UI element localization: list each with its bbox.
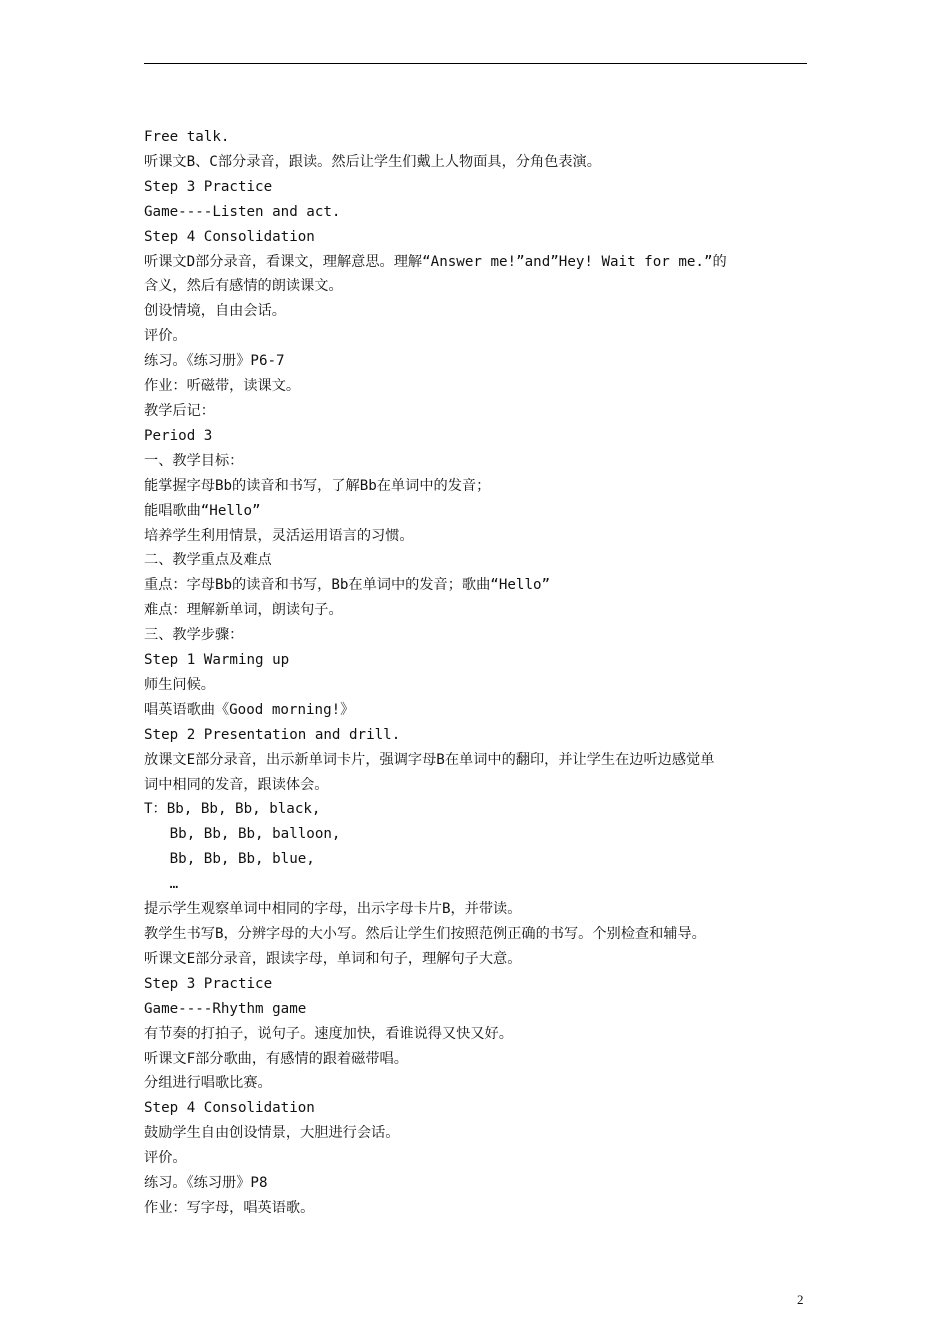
text-line: Game----Rhythm game [144,1000,307,1017]
text-line: 教学生书写B，分辨字母的大小写。然后让学生们按照范例正确的书写。个别检查和辅导。 [144,926,706,942]
text-line: Step 1 Warming up [144,652,290,669]
text-line: Period 3 [144,427,213,444]
text-line: Step 4 Consolidation [144,1100,315,1117]
text-line: Bb, Bb, Bb, blue, [144,851,315,868]
text-line: 教学后记： [144,402,215,419]
text-line: 师生问候。 [144,676,215,693]
text-line: 难点：理解新单词，朗读句子。 [144,602,343,619]
text-line: 作业：听磁带，读课文。 [144,378,301,395]
page-number: 2 [797,1292,804,1307]
text-line: Step 3 Practice [144,178,273,195]
text-line: Game----Listen and act. [144,203,341,220]
text-line: 练习。《练习册》P6-7 [144,353,285,370]
text-line: 唱英语歌曲《Good morning!》 [144,701,355,718]
text-line: Step 3 Practice [144,975,273,992]
text-line: Bb, Bb, Bb, balloon, [144,826,341,843]
text-line: Step 4 Consolidation [144,228,315,245]
text-line: 二、教学重点及难点 [144,552,272,569]
text-line: 放课文E部分录音，出示新单词卡片，强调字母B在单词中的翻印，并让学生在边听边感觉单 [144,751,715,768]
text-line: 提示学生观察单词中相同的字母，出示字母卡片B，并带读。 [144,901,522,918]
text-line: 练习。《练习册》P8 [144,1175,268,1192]
text-line: 能唱歌曲“Hello” [144,502,261,519]
text-line: 创设情境，自由会话。 [144,303,286,320]
text-line: 一、教学目标： [144,452,244,469]
text-line: 三、教学步骤： [144,627,244,644]
text-line: T：Bb, Bb, Bb, black, [144,801,321,818]
text-line: 词中相同的发音，跟读体会。 [144,776,329,793]
text-line: 鼓励学生自由创设情景，大胆进行会话。 [144,1125,400,1142]
text-line: 听课文E部分录音，跟读字母，单词和句子，理解句子大意。 [144,950,522,967]
text-line: 作业：写字母，唱英语歌。 [144,1199,315,1216]
text-line: 听课文F部分歌曲，有感情的跟着磁带唱。 [144,1050,408,1067]
text-line: 评价。 [144,1150,187,1167]
text-line: Step 2 Presentation and drill. [144,726,401,743]
text-line: 有节奏的打拍子，说句子。速度加快，看谁说得又快又好。 [144,1025,513,1042]
text-line: 听课文D部分录音，看课文，理解意思。理解“Answer me!”and”Hey! Wait for me.”的 [144,253,727,270]
text-line: … [144,876,179,893]
text-line: 重点：字母Bb的读音和书写，Bb在单词中的发音；歌曲“Hello” [144,577,551,594]
text-line: 能掌握字母Bb的读音和书写，了解Bb在单词中的发音； [144,477,491,494]
header-rule [144,63,807,64]
text-line: 含义，然后有感情的朗读课文。 [144,278,343,295]
text-line: 评价。 [144,328,187,345]
text-line: 培养学生利用情景，灵活运用语言的习惯。 [144,527,414,544]
document-body [144,125,814,1221]
text-line: 分组进行唱歌比赛。 [144,1075,272,1092]
text-line: Free talk. [144,129,230,145]
text-line: 听课文B、C部分录音，跟读。然后让学生们戴上人物面具，分角色表演。 [144,153,601,170]
